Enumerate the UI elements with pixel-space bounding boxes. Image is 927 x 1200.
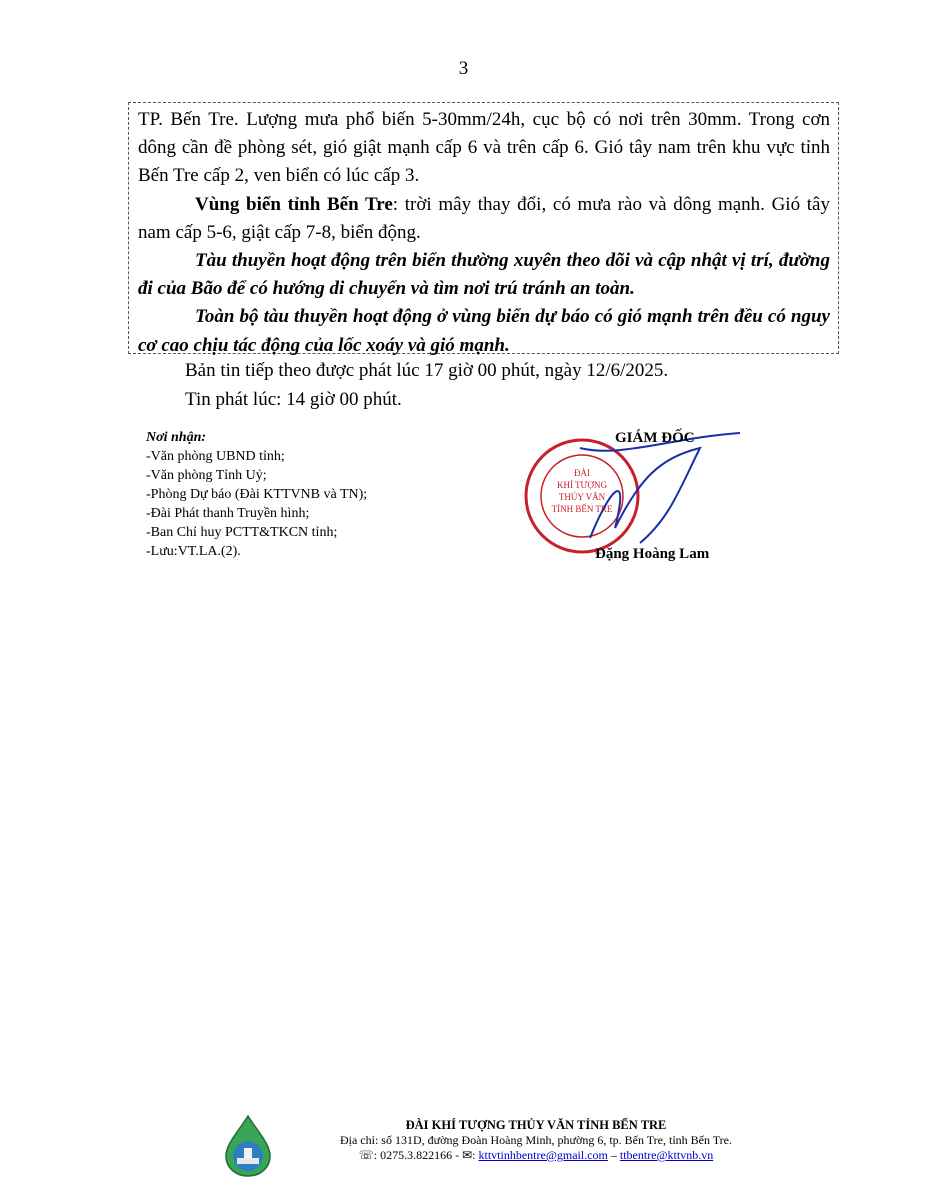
forecast-paragraph-2 <box>138 191 830 247</box>
recipient-item: -Văn phòng UBND tỉnh; <box>146 449 285 464</box>
footer-organization: ĐÀI KHÍ TƯỢNG THỦY VĂN TỈNH BẾN TRE <box>405 1118 667 1132</box>
organization-logo-icon <box>222 1114 274 1178</box>
signature-title: GIÁM ĐỐC <box>615 430 695 446</box>
forecast-paragraph-4: Toàn bộ tàu thuyền hoạt động ở vùng biển dự báo có gió mạnh trên đều có nguy cơ cao chịu tác động của lốc xoáy và gió mạnh. <box>138 306 830 356</box>
footer-address: Địa chỉ: số 131D, đường Đoàn Hoàng Minh, phường 6, tp. Bến Tre, tỉnh Bến Tre. <box>339 1133 733 1147</box>
issued-time: Tin phát lúc: 14 giờ 00 phút. <box>185 389 402 410</box>
signer-name: Đặng Hoàng Lam <box>595 546 710 562</box>
footer-text <box>286 1118 786 1163</box>
forecast-box <box>128 102 839 354</box>
forecast-paragraph-3: Tàu thuyền hoạt động trên biển thường xuyên theo dõi và cập nhật vị trí, đường đi của Bão để có hướng di chuyển và tìm nơi trú tránh an toàn. <box>138 250 830 300</box>
footer-contact <box>286 1148 786 1163</box>
footer-email-2[interactable]: ttbentre@kttvnb.vn <box>619 1148 714 1162</box>
recipient-item: -Văn phòng Tỉnh Uỷ; <box>146 468 267 483</box>
svg-text:THỦY VĂN: THỦY VĂN <box>558 492 606 502</box>
footer-email-1[interactable]: kttvtinhbentre@gmail.com <box>478 1148 608 1162</box>
footer-separator: – <box>607 1148 620 1162</box>
sea-area-label: Vùng biển tỉnh Bến Tre <box>195 193 393 215</box>
signature-block <box>520 428 760 568</box>
svg-text:KHÍ TƯỢNG: KHÍ TƯỢNG <box>556 480 608 490</box>
recipient-item: -Ban Chỉ huy PCTT&TKCN tỉnh; <box>146 525 338 540</box>
forecast-paragraph-1: TP. Bến Tre. Lượng mưa phổ biến 5-30mm/24h, cục bộ có nơi trên 30mm. Trong cơn dông cần đề phòng sét, gió giật mạnh cấp 6 và trên cấp 6. Gió tây nam trên khu vực tỉnh Bến Tre cấp 2, ven biển có lúc cấp 3. <box>138 109 830 187</box>
next-bulletin: Bản tin tiếp theo được phát lúc 17 giờ 00 phút, ngày 12/6/2025. <box>185 360 669 381</box>
sea-area-text: : trời mây thay đổi, có mưa rào và dông mạnh. Gió tây nam cấp 5-6, giật cấp 7-8, biển động. <box>138 193 830 243</box>
recipient-item: -Lưu:VT.LA.(2). <box>146 544 241 559</box>
footer-phone: ☏: 0275.3.822166 - ✉: <box>358 1148 479 1162</box>
footer <box>222 1108 782 1178</box>
recipients-title: Nơi nhận: <box>146 430 207 445</box>
page-number: 3 <box>458 58 469 79</box>
recipients <box>146 428 367 561</box>
recipient-item: -Phòng Dự báo (Đài KTTVNB và TN); <box>146 487 368 502</box>
recipient-item: -Đài Phát thanh Truyền hình; <box>146 506 310 521</box>
svg-text:TỈNH BẾN TRE: TỈNH BẾN TRE <box>551 504 613 514</box>
svg-text:ĐÀI: ĐÀI <box>574 468 590 478</box>
